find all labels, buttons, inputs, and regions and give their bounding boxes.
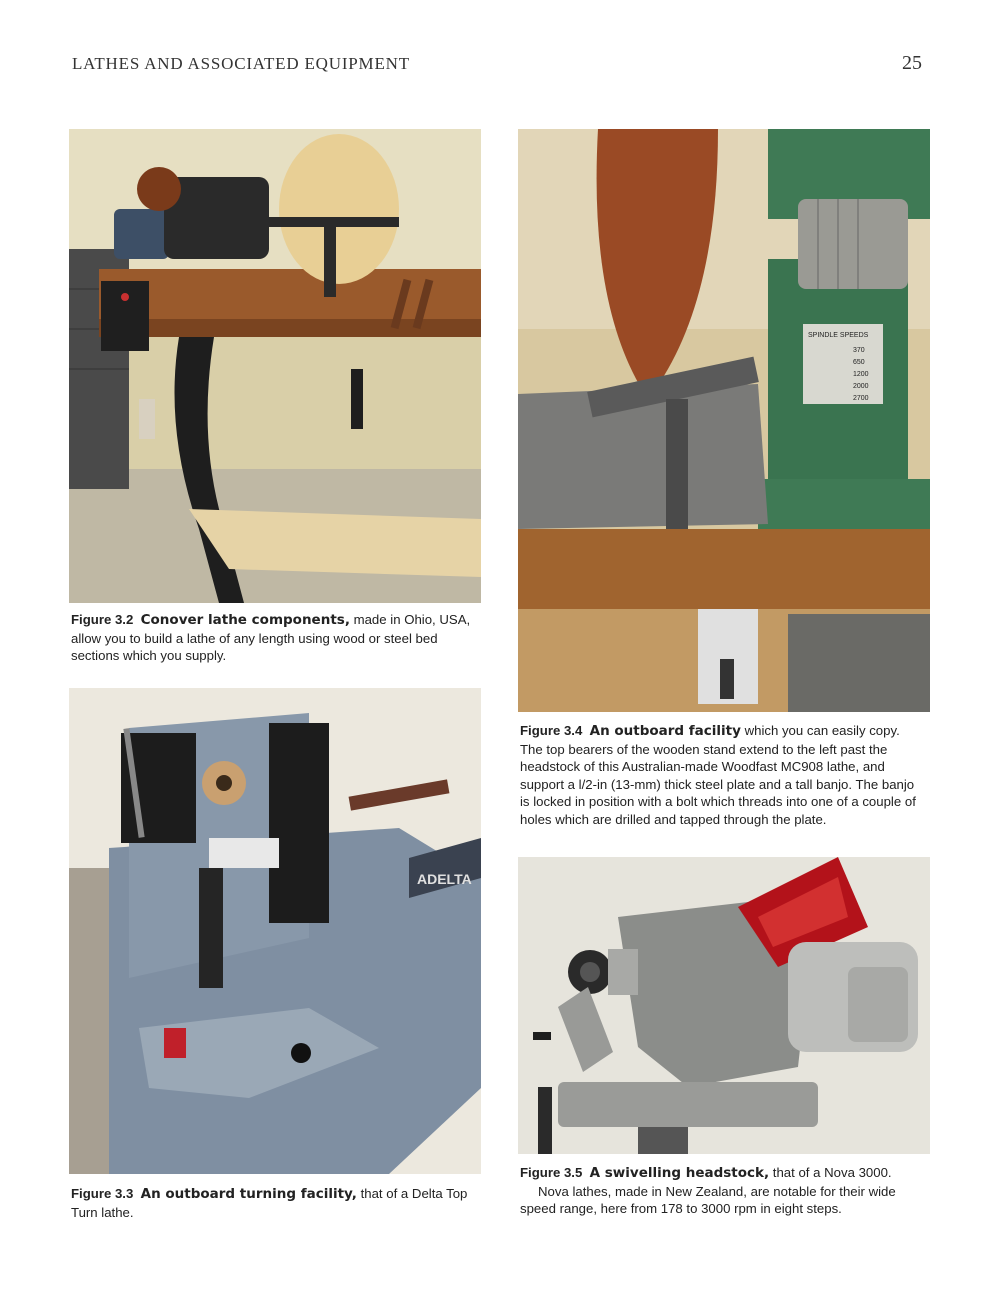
figure-text: that of a Delta Top Turn lathe. [71,1186,468,1220]
figure-title: An outboard facility [589,723,741,739]
figure-label: Figure 3.4 [520,723,583,738]
figure-label: Figure 3.2 [71,612,134,627]
figure-text: that of a Nova 3000. [769,1165,892,1180]
delta-badge-text: ADELTA [417,871,472,887]
figure-label: Figure 3.5 [520,1165,583,1180]
speed-value: 1200 [853,371,869,378]
speed-value: 2700 [853,395,869,402]
caption-figure-3-3 [71,1185,481,1221]
photo-nova-lathe [518,857,930,1154]
caption-figure-3-5 [520,1164,930,1218]
caption-figure-3-2 [71,611,481,665]
figure-text-continued: Nova lathes, made in New Zealand, are notable for their wide speed range, here from 178 to 3000 rpm in eight steps. [520,1183,896,1216]
caption-figure-3-4 [520,722,916,828]
photo-delta-lathe [69,688,481,1174]
speed-value: 2000 [853,383,869,390]
photo-woodfast-lathe [518,129,930,712]
figure-title: A swivelling headstock, [589,1165,770,1181]
photo-conover-lathe [69,129,481,603]
spindle-plate-title: SPINDLE SPEEDS [808,332,869,339]
figure-title: Conover lathe components, [140,612,350,628]
figure-label: Figure 3.3 [71,1186,134,1201]
running-header: LATHES AND ASSOCIATED EQUIPMENT [72,54,410,73]
speed-value: 370 [853,347,865,354]
figure-title: An outboard turning facility, [140,1186,357,1202]
speed-value: 650 [853,359,865,366]
figure-text: made in Ohio, USA, allow you to build a lathe of any length using wood or steel bed sections which you supply. [71,612,471,663]
figure-text: which you can easily copy. The top bearers of the wooden stand extend to the left past the headstock of this Australian-made Woodfast MC908 lathe, and support a l/2-in (13-mm) thick steel plate and a tall banjo. The banjo is locked in position with a bolt which threads into one of a couple of holes which are drilled and tapped through the plate. [520,723,916,827]
page-number: 25 [902,52,922,74]
